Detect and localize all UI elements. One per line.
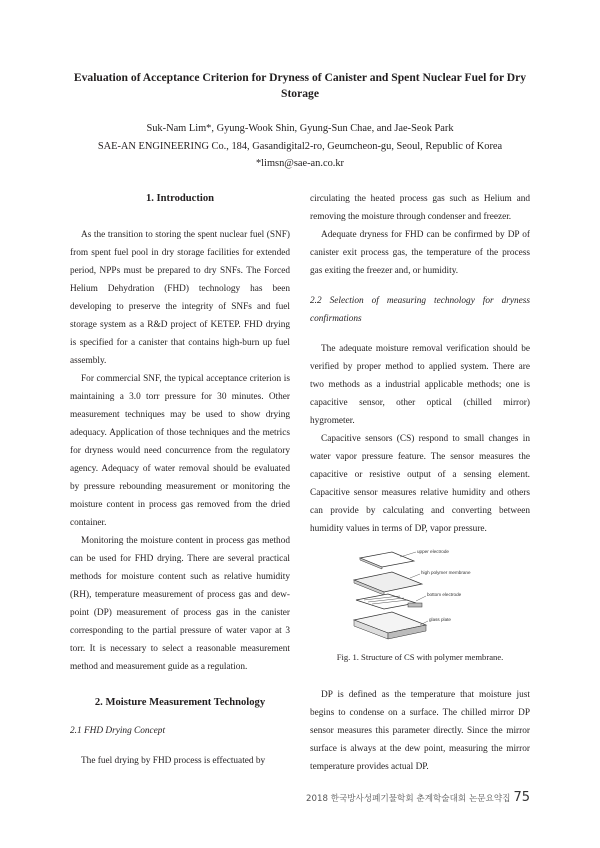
footer-text: 2018 한국방사성폐기물학회 춘계학술대회 논문요약집: [306, 794, 511, 804]
paragraph: Monitoring the moisture content in process gas method can be used for FHD drying. There are several practical methods for moisture content such as relative humidity (RH), temperature measurement of process gas and dew-point (DP) measurement of process gas in the canister corresponding to the partial pressure of water vapor at 3 torr. It is necessary to select a reasonable measurement method and measurement guide as a regulation.: [70, 536, 290, 672]
email: *limsn@sae-an.co.kr: [255, 158, 345, 169]
left-column: [70, 190, 290, 770]
section-heading-moisture: 2. Moisture Measurement Technology: [94, 697, 266, 708]
figure-label: glass plate: [429, 617, 451, 622]
paper-title: Evaluation of Acceptance Criterion for Dryness of Canister and Spent Nuclear Fuel for Dry Storage: [73, 71, 527, 100]
subsection-heading: 2.2 Selection of measuring technology for dryness confirmations: [310, 296, 530, 324]
paragraph: For commercial SNF, the typical acceptance criterion is maintaining a 3.0 torr pressure for 30 minutes. Other measurement techniques may be used to show drying adequacy. Application of those techniques and the metrics for dryness would need concurrence from the regulatory agency. Adequacy of water removal should be evaluated by pressure rebounding measurement or monitoring the moisture content in process gas removed from the dried container.: [70, 374, 290, 528]
subsection-heading: 2.1 FHD Drying Concept: [70, 726, 166, 736]
paragraph: circulating the heated process gas such as Helium and removing the moisture through condenser and freezer.: [310, 194, 530, 222]
paragraph: The fuel drying by FHD process is effectuated by: [81, 756, 266, 766]
affiliation: SAE-AN ENGINEERING Co., 184, Gasandigital2-ro, Geumcheon-gu, Seoul, Republic of Korea: [97, 140, 503, 152]
paragraph: Capacitive sensors (CS) respond to small changes in water vapor pressure feature. The sensor measures the capacitive or resistive output of a sensing element. Capacitive sensor measures relative humidity and others can provide by calculating and converting between humidity values in terms of DP, vapor pressure.: [310, 434, 530, 534]
right-column-continued: [310, 686, 530, 776]
figure-caption: Fig. 1. Structure of CS with polymer membrane.: [336, 652, 504, 662]
paragraph: DP is defined as the temperature that moisture just begins to condense on a surface. The chilled mirror DP sensor measures this parameter directly. Since the mirror surface is always at the dew point, measuring the mirror temperature provides actual DP.: [310, 690, 530, 772]
section-heading-introduction: 1. Introduction: [145, 193, 215, 204]
figure-label: upper electrode: [417, 549, 449, 554]
authors: Suk-Nam Lim*, Gyung-Wook Shin, Gyung-Sun Chae, and Jae-Seok Park: [146, 123, 454, 134]
figure-label: high polymer membrane: [421, 570, 471, 575]
paragraph: Adequate dryness for FHD can be confirmed by DP of canister exit process gas, the temperature of the process gas exiting the freezer and, or humidity.: [310, 230, 530, 276]
page-footer: [306, 790, 530, 805]
paragraph: The adequate moisture removal verification should be verified by proper method to applied system. There are two methods as a industrial applicable methods; one is capacitive sensor, other optical (chilled mirror) hygrometer.: [310, 344, 530, 426]
page-number: 75: [513, 790, 530, 805]
author-block: [40, 120, 560, 173]
paragraph: As the transition to storing the spent nuclear fuel (SNF) from spent fuel pool in dry storage facilities for extended period, NPPs must be prepared to dry SNFs. The Forced Helium Dehydration (FHD) technology has been developing to preserve the integrity of SNFs and fuel storage system as a R&D project of KETEP. FHD drying is specified for a canister that contains high-burn up fuel assembly.: [70, 230, 290, 366]
cs-structure-figure: [340, 548, 500, 644]
right-column: [310, 190, 530, 538]
figure-label: bottom electrode: [427, 592, 462, 597]
